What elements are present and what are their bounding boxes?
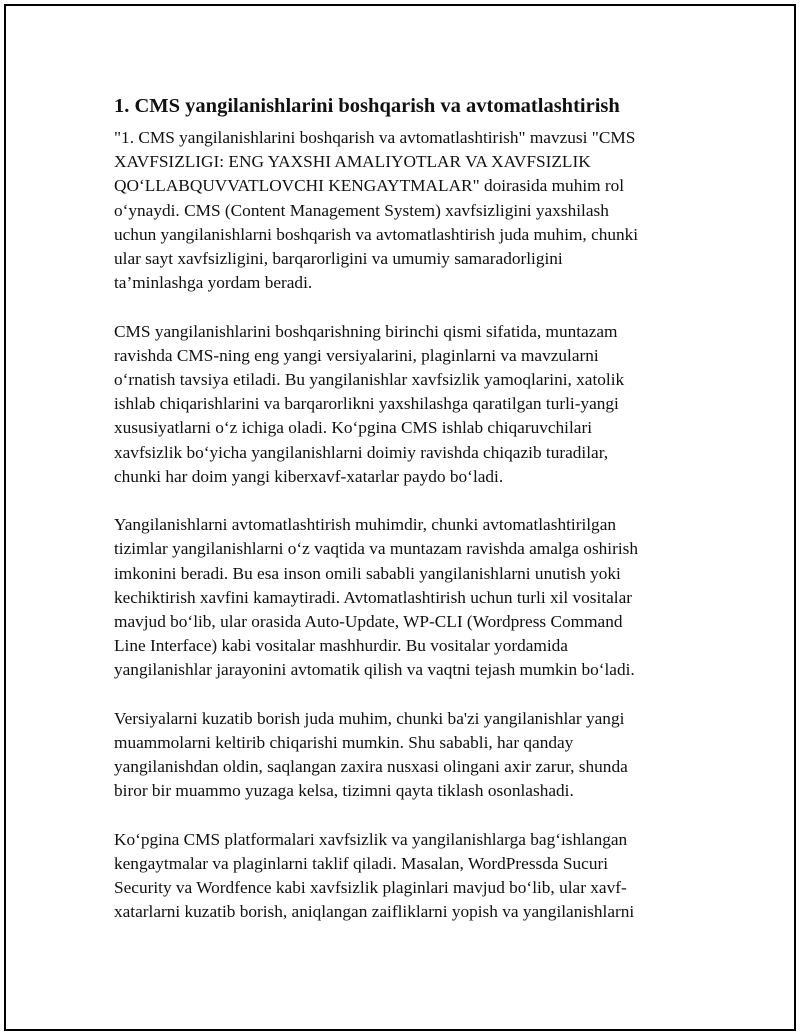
paragraph-line: ular sayt xavfsizligini, barqarorligini va umumiy samaradorligini xyxy=(114,249,563,269)
paragraph-line: yangilanishdan oldin, saqlangan zaxira nusxasi olingani axir zarur, shunda xyxy=(114,757,628,777)
paragraph-line: Line Interface) kabi vositalar mashhurdir. Bu vositalar yordamida xyxy=(114,636,568,656)
paragraph-line: "1. CMS yangilanishlarini boshqarish va avtomatlashtirish" mavzusi "CMS xyxy=(114,128,636,147)
paragraph-line: muammolarni keltirib chiqarishi mumkin. Shu sababli, har qanday xyxy=(114,733,574,753)
paragraph-line: yangilanishlar jarayonini avtomatik qilish va vaqtni tejash mumkin bo‘ladi. xyxy=(114,660,635,680)
paragraph-line: Security va Wordfence kabi xavfsizlik plaginlari mavjud bo‘lib, ular xavf- xyxy=(114,878,627,898)
paragraph-line: XAVFSIZLIGI: ENG YAXSHI AMALIYOTLAR VA XAVFSIZLIK xyxy=(114,152,591,172)
paragraph-line: xavfsizlik bo‘yicha yangilanishlarni doimiy ravishda chiqazib turadilar, xyxy=(114,442,609,462)
paragraph-line: o‘rnatish tavsiya etiladi. Bu yangilanishlar xavfsizlik yamoqlarini, xatolik xyxy=(114,370,625,390)
paragraph-line: mavjud bo‘lib, ular orasida Auto-Update, WP-CLI (Wordpress Command xyxy=(114,612,623,632)
paragraph xyxy=(114,320,680,489)
paragraph-list xyxy=(114,126,680,925)
paragraph-line: ta’minlashga yordam beradi. xyxy=(114,273,313,293)
paragraph-line: QO‘LLABQUVVATLOVCHI KENGAYTMALAR" doirasida muhim rol xyxy=(114,176,625,196)
paragraph-line: Yangilanishlarni avtomatlashtirish muhimdir, chunki avtomatlashtirilgan xyxy=(114,515,616,535)
paragraph-line: kengaytmalar va plaginlarni taklif qiladi. Masalan, WordPressda Sucuri xyxy=(114,854,609,874)
paragraph-line: chunki har doim yangi kiberxavf-xatarlar paydo bo‘ladi. xyxy=(114,466,504,486)
section-heading: 1. CMS yangilanishlarini boshqarish va avtomatlashtirish xyxy=(114,95,620,117)
paragraph-line: CMS yangilanishlarini boshqarishning birinchi qismi sifatida, muntazam xyxy=(114,321,618,341)
paragraph xyxy=(114,828,680,925)
paragraph-line: ishlab chiqarishlarini va barqarorlikni yaxshilashga qaratilgan turli-yangi xyxy=(114,394,619,414)
paragraph-line: Ko‘pgina CMS platformalari xavfsizlik va yangilanishlarga bag‘ishlangan xyxy=(114,829,628,849)
paragraph-line: o‘ynaydi. CMS (Content Management System) xavfsizligini yaxshilash xyxy=(114,200,609,220)
paragraph xyxy=(114,513,680,682)
paragraph-line: uchun yangilanishlarni boshqarish va avtomatlashtirish juda muhim, chunki xyxy=(114,224,639,244)
paragraph-line: xatarlarni kuzatib borish, aniqlangan zaifliklarni yopish va yangilanishlarni xyxy=(114,902,635,922)
paragraph xyxy=(114,707,680,804)
paragraph-line: kechiktirish xavfini kamaytiradi. Avtomatlashtirish uchun turli xil vositalar xyxy=(114,587,633,607)
paragraph-line: imkonini beradi. Bu esa inson omili sababli yangilanishlarni unutish yoki xyxy=(114,563,621,583)
paragraph-line: ravishda CMS-ning eng yangi versiyalarini, plaginlarni va mavzularni xyxy=(114,345,599,365)
document-body xyxy=(114,92,680,949)
paragraph-line: biror bir muammo yuzaga kelsa, tizimni qayta tiklash osonlashadi. xyxy=(114,781,574,801)
paragraph-line: xususiyatlarni o‘z ichiga oladi. Ko‘pgina CMS ishlab chiqaruvchilari xyxy=(114,418,593,438)
paragraph-line: tizimlar yangilanishlarni o‘z vaqtida va muntazam ravishda amalga oshirish xyxy=(114,539,639,559)
paragraph-line: Versiyalarni kuzatib borish juda muhim, chunki ba'zi yangilanishlar yangi xyxy=(114,708,625,728)
paragraph xyxy=(114,126,680,295)
